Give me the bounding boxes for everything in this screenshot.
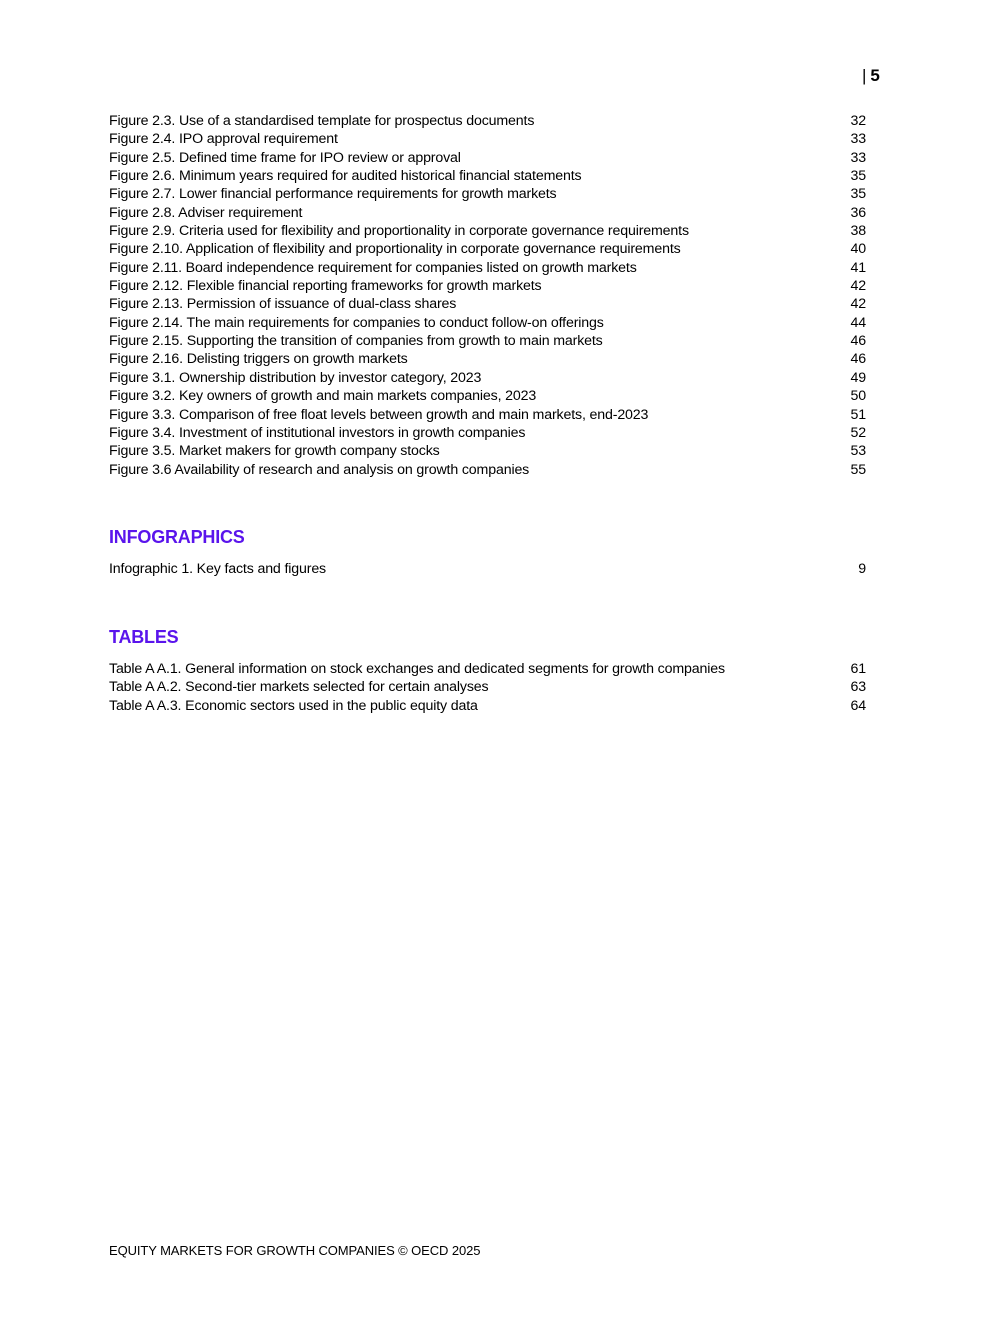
- toc-entry-page: 55: [850, 461, 866, 478]
- toc-entry-page: 33: [850, 149, 866, 166]
- toc-entry-label: Figure 2.14. The main requirements for companies to conduct follow-on offerings: [109, 314, 604, 331]
- toc-entry-label: Figure 2.15. Supporting the transition of companies from growth to main markets: [109, 333, 603, 350]
- toc-entry-figure-3-1[interactable]: [109, 369, 866, 387]
- toc-entry-label: Figure 2.16. Delisting triggers on growth markets: [109, 351, 408, 368]
- toc-entry-page: 42: [850, 278, 866, 295]
- toc-entry-label: Figure 2.4. IPO approval requirement: [109, 131, 338, 148]
- toc-entry-label: Figure 2.5. Defined time frame for IPO review or approval: [109, 149, 461, 166]
- toc-entry-figure-2-8[interactable]: [109, 204, 866, 222]
- toc-entry-figure-2-16[interactable]: [109, 350, 866, 368]
- toc-entry-figure-2-15[interactable]: [109, 332, 866, 350]
- toc-entry-label: Figure 2.9. Criteria used for flexibility and proportionality in corporate governance requirements: [109, 223, 689, 240]
- toc-entry-figure-3-5[interactable]: [109, 442, 866, 460]
- toc-entry-label: Infographic 1. Key facts and figures: [109, 561, 327, 577]
- infographics-list: [109, 560, 866, 578]
- toc-entry-page: 9: [858, 561, 866, 577]
- toc-entry-infographic-1[interactable]: [109, 560, 866, 578]
- toc-entry-page: 63: [850, 679, 866, 696]
- toc-entry-page: 53: [850, 443, 866, 460]
- toc-entry-figure-3-6[interactable]: [109, 461, 866, 479]
- toc-entry-page: 32: [850, 113, 866, 129]
- toc-entry-figure-2-7[interactable]: [109, 185, 866, 203]
- toc-entry-label: Figure 2.7. Lower financial performance requirements for growth markets: [109, 186, 557, 203]
- toc-entry-page: 64: [850, 697, 866, 714]
- toc-entry-page: 50: [850, 388, 866, 405]
- toc-entry-figure-2-13[interactable]: [109, 295, 866, 313]
- toc-entry-label: Table A A.3. Economic sectors used in the public equity data: [109, 697, 478, 714]
- toc-entry-page: 46: [850, 351, 866, 368]
- toc-entry-figure-2-14[interactable]: [109, 314, 866, 332]
- toc-entry-label: Figure 2.11. Board independence requirement for companies listed on growth markets: [109, 259, 637, 276]
- toc-entry-label: Figure 3.1. Ownership distribution by investor category, 2023: [109, 369, 482, 386]
- tables-list: [109, 660, 866, 715]
- toc-entry-figure-2-10[interactable]: [109, 240, 866, 258]
- toc-entry-label: Figure 3.6 Availability of research and analysis on growth companies: [109, 461, 530, 478]
- toc-entry-page: 42: [850, 296, 866, 313]
- toc-entry-page: 35: [850, 186, 866, 203]
- toc-entry-page: 61: [850, 661, 866, 677]
- toc-entry-page: 49: [850, 369, 866, 386]
- toc-entry-label: Table A A.2. Second-tier markets selected for certain analyses: [109, 679, 489, 696]
- toc-entry-label: Figure 3.3. Comparison of free float levels between growth and main markets, end-2023: [109, 406, 649, 423]
- tables-heading: TABLES: [109, 627, 179, 647]
- toc-entry-figure-2-6[interactable]: [109, 167, 866, 185]
- infographics-heading: INFOGRAPHICS: [109, 527, 245, 547]
- toc-entry-page: 51: [850, 406, 866, 423]
- figures-list: [109, 112, 866, 479]
- page-number: [862, 66, 880, 86]
- toc-entry-page: 52: [850, 424, 866, 441]
- toc-entry-page: 36: [850, 204, 866, 221]
- toc-entry-page: 33: [850, 131, 866, 148]
- toc-entry-label: Figure 3.2. Key owners of growth and main markets companies, 2023: [109, 388, 537, 405]
- toc-entry-label: Figure 2.10. Application of flexibility and proportionality in corporate governance requirements: [109, 241, 681, 258]
- page-number-value: 5: [870, 66, 880, 85]
- page-footer: EQUITY MARKETS FOR GROWTH COMPANIES © OECD 2025: [109, 1243, 481, 1258]
- toc-entry-table-a-a-2[interactable]: [109, 678, 866, 696]
- toc-entry-figure-2-12[interactable]: [109, 277, 866, 295]
- toc-entry-figure-2-3[interactable]: [109, 112, 866, 130]
- toc-entry-page: 44: [850, 314, 866, 331]
- toc-entry-page: 46: [850, 333, 866, 350]
- toc-entry-figure-3-3[interactable]: [109, 406, 866, 424]
- toc-entry-page: 41: [850, 259, 866, 276]
- toc-entry-label: Figure 3.5. Market makers for growth company stocks: [109, 443, 440, 460]
- toc-entry-label: Figure 2.6. Minimum years required for audited historical financial statements: [109, 168, 582, 185]
- toc-entry-table-a-a-3[interactable]: [109, 697, 866, 715]
- header-separator: |: [862, 66, 867, 85]
- toc-entry-label: Figure 3.4. Investment of institutional investors in growth companies: [109, 424, 526, 441]
- toc-entry-figure-2-9[interactable]: [109, 222, 866, 240]
- toc-entry-label: Figure 2.13. Permission of issuance of dual-class shares: [109, 296, 457, 313]
- toc-entry-table-a-a-1[interactable]: [109, 660, 866, 678]
- toc-entry-label: Figure 2.3. Use of a standardised template for prospectus documents: [109, 113, 535, 129]
- toc-entry-figure-2-11[interactable]: [109, 259, 866, 277]
- toc-entry-page: 40: [850, 241, 866, 258]
- toc-entry-label: Figure 2.8. Adviser requirement: [109, 204, 303, 221]
- toc-entry-figure-3-2[interactable]: [109, 387, 866, 405]
- toc-entry-figure-2-5[interactable]: [109, 149, 866, 167]
- toc-entry-figure-3-4[interactable]: [109, 424, 866, 442]
- toc-entry-label: Figure 2.12. Flexible financial reporting frameworks for growth markets: [109, 278, 542, 295]
- toc-entry-page: 35: [850, 168, 866, 185]
- toc-entry-page: 38: [850, 223, 866, 240]
- toc-entry-figure-2-4[interactable]: [109, 130, 866, 148]
- toc-entry-label: Table A A.1. General information on stock exchanges and dedicated segments for growth companies: [109, 661, 725, 677]
